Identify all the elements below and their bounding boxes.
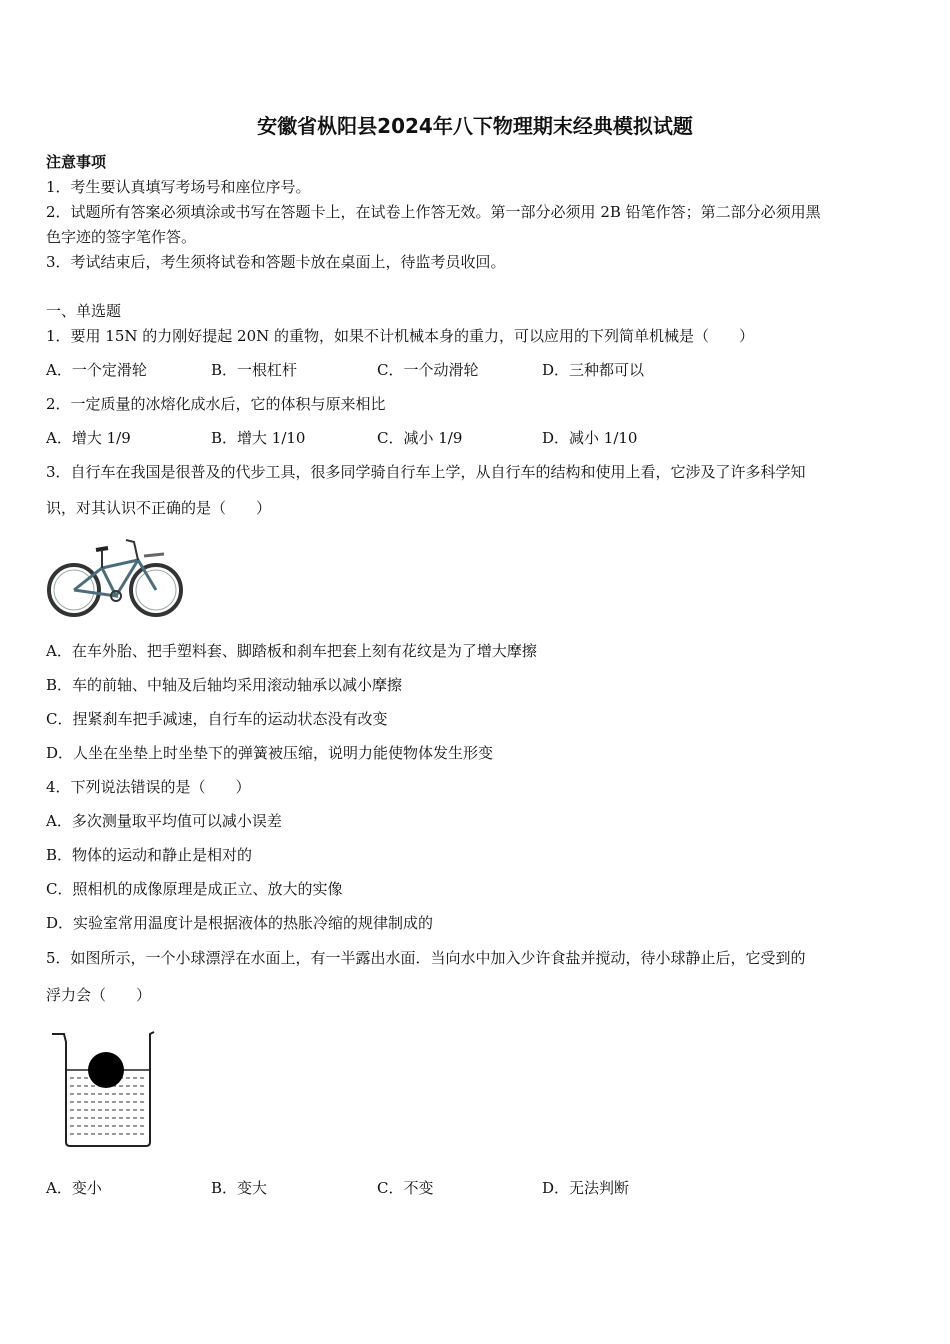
question-3-option-d: D．人坐在坐垫上时坐垫下的弹簧被压缩，说明力能使物体发生形变 bbox=[46, 744, 494, 762]
question-3-stem: 3．自行车在我国是很普及的代步工具，很多同学骑自行车上学，从自行车的结构和使用上看，它涉及了许多科学知 bbox=[46, 463, 806, 481]
question-5-option-c: C．不变 bbox=[377, 1179, 434, 1197]
question-1-option-a: A．一个定滑轮 bbox=[46, 361, 147, 379]
notice-heading: 注意事项 bbox=[46, 153, 107, 171]
beaker-figure bbox=[50, 1030, 160, 1150]
question-2-stem: 2．一定质量的冰熔化成水后，它的体积与原来相比 bbox=[46, 395, 386, 413]
question-1-option-b: B．一根杠杆 bbox=[211, 361, 298, 379]
question-1-stem: 1．要用 15N 的力刚好提起 20N 的重物，如果不计机械本身的重力，可以应用的下列简单机械是（ ） bbox=[46, 327, 755, 345]
question-5-stem: 浮力会（ ） bbox=[46, 986, 152, 1004]
question-3-option-c: C．捏紧刹车把手减速，自行车的运动状态没有改变 bbox=[46, 710, 388, 728]
question-4-option-d: D．实验室常用温度计是根据液体的热胀冷缩的规律制成的 bbox=[46, 914, 434, 932]
question-2-option-c: C．减小 1/9 bbox=[377, 429, 463, 447]
question-3-stem: 识，对其认识不正确的是（ ） bbox=[46, 499, 272, 517]
question-3-option-b: B．车的前轴、中轴及后轴均采用滚动轴承以减小摩擦 bbox=[46, 676, 403, 694]
question-2-option-d: D．减小 1/10 bbox=[542, 429, 638, 447]
question-2-option-b: B．增大 1/10 bbox=[211, 429, 306, 447]
question-2-option-a: A．增大 1/9 bbox=[46, 429, 131, 447]
question-5-option-b: B．变大 bbox=[211, 1179, 268, 1197]
question-4-option-c: C．照相机的成像原理是成正立、放大的实像 bbox=[46, 880, 343, 898]
bicycle-figure bbox=[44, 528, 184, 620]
page-title: 安徽省枞阳县2024年八下物理期末经典模拟试题 bbox=[257, 114, 693, 138]
question-5-option-a: A．变小 bbox=[46, 1179, 102, 1197]
question-3-option-a: A．在车外胎、把手塑料套、脚踏板和刹车把套上刻有花纹是为了增大摩擦 bbox=[46, 642, 537, 660]
question-1-option-c: C．一个动滑轮 bbox=[377, 361, 479, 379]
notice-item: 2．试题所有答案必须填涂或书写在答题卡上，在试卷上作答无效。第一部分必须用 2B 铅笔作答；第二部分必须用黑 bbox=[46, 203, 821, 221]
question-5-option-d: D．无法判断 bbox=[542, 1179, 630, 1197]
question-5-stem: 5．如图所示，一个小球漂浮在水面上，有一半露出水面．当向水中加入少许食盐并搅动，待小球静止后，它受到的 bbox=[46, 949, 806, 967]
notice-item: 1．考生要认真填写考场号和座位序号。 bbox=[46, 178, 311, 196]
notice-item: 色字迹的签字笔作答。 bbox=[46, 228, 197, 246]
question-4-option-b: B．物体的运动和静止是相对的 bbox=[46, 846, 253, 864]
notice-item: 3．考试结束后，考生须将试卷和答题卡放在桌面上，待监考员收回。 bbox=[46, 253, 506, 271]
question-4-stem: 4．下列说法错误的是（ ） bbox=[46, 778, 251, 796]
question-1-option-d: D．三种都可以 bbox=[542, 361, 645, 379]
section-heading: 一、单选题 bbox=[46, 302, 122, 320]
question-4-option-a: A．多次测量取平均值可以减小误差 bbox=[46, 812, 282, 830]
